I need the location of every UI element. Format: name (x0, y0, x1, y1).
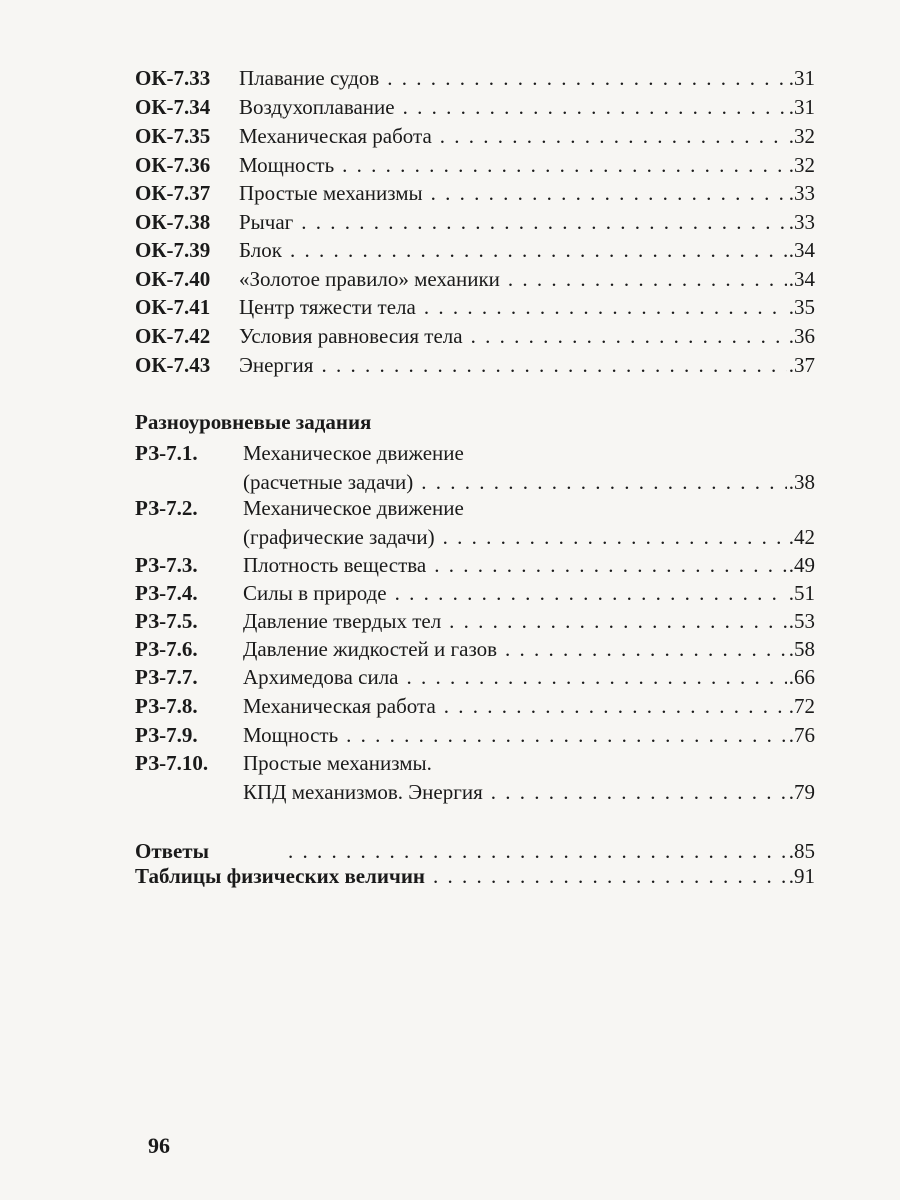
entry-code: ОК-7.42 (135, 324, 211, 348)
toc-entry-ok-7-35 (135, 123, 815, 149)
toc-entry-rz-7-4 (135, 580, 815, 606)
entry-code: ОК-7.36 (135, 153, 211, 177)
entry-page: .36 (788, 324, 815, 348)
toc-entry-rz-7-7 (135, 664, 815, 690)
entry-title-line1: Механическое движение (243, 496, 464, 520)
entry-page: .66 (788, 665, 815, 689)
entry-page: .85 (788, 839, 815, 863)
entry-page: .53 (788, 609, 815, 633)
entry-title: Мощность (243, 723, 339, 747)
entry-code: РЗ-7.3. (135, 553, 198, 577)
entry-title: Плавание судов (239, 66, 380, 90)
leader-dots (434, 552, 787, 578)
toc-entry-ok-7-39 (135, 237, 815, 263)
toc-entry-ok-7-40 (135, 266, 815, 292)
entry-code: РЗ-7.1. (135, 441, 198, 465)
entry-title: Силы в природе (243, 581, 387, 605)
entry-code: ОК-7.37 (135, 181, 211, 205)
leader-dots (444, 693, 787, 719)
leader-dots (508, 266, 787, 292)
entry-code: РЗ-7.10. (135, 751, 209, 775)
entry-title: Рычаг (239, 210, 294, 234)
entry-title: Архимедова сила (243, 665, 399, 689)
entry-page: .32 (788, 153, 815, 177)
entry-code: РЗ-7.4. (135, 581, 198, 605)
leader-dots (288, 838, 787, 864)
entry-code: ОК-7.38 (135, 210, 211, 234)
entry-title: «Золотое правило» механики (239, 267, 500, 291)
entry-code: РЗ-7.9. (135, 723, 198, 747)
page-number: 96 (148, 1133, 170, 1158)
entry-title: Давление жидкостей и газов (243, 637, 498, 661)
toc-entry-ok-7-34 (135, 94, 815, 120)
toc-entry-rz-7-8 (135, 693, 815, 719)
toc-entry-rz-7-10 (135, 750, 815, 805)
leader-dots (403, 94, 787, 120)
leader-dots (491, 779, 787, 805)
leader-dots (395, 580, 787, 606)
entry-code: ОК-7.35 (135, 124, 211, 148)
leader-dots (443, 524, 787, 550)
leader-dots (290, 237, 787, 263)
leader-dots (321, 352, 786, 378)
entry-title: Блок (239, 238, 282, 262)
toc-entry-rz-7-6 (135, 636, 815, 662)
leader-dots (431, 180, 787, 206)
section-heading: Разноуровневые задания (135, 410, 372, 434)
entry-title: Простые механизмы (239, 181, 423, 205)
entry-page: .91 (788, 864, 815, 888)
leader-dots (440, 123, 787, 149)
toc-entry-tables (135, 863, 815, 889)
entry-title: Условия равновесия тела (239, 324, 463, 348)
leader-dots (505, 636, 787, 662)
entry-title-line2: (расчетные задачи) (243, 470, 414, 494)
entry-title-line2: КПД механизмов. Энергия (243, 780, 483, 804)
toc-entry-answers (135, 838, 815, 864)
toc-entry-ok-7-38 (135, 209, 815, 235)
entry-page: .37 (788, 353, 815, 377)
leader-dots (424, 294, 787, 320)
leader-dots (301, 209, 786, 235)
leader-dots (471, 323, 787, 349)
entry-page: .38 (788, 470, 815, 494)
entry-code: ОК-7.34 (135, 95, 211, 119)
entry-page: .33 (788, 210, 815, 234)
entry-title: Механическая работа (239, 124, 432, 148)
toc-entry-ok-7-37 (135, 180, 815, 206)
entry-page: .32 (788, 124, 815, 148)
leader-dots (433, 863, 787, 889)
entry-title: Мощность (239, 153, 335, 177)
entry-title: Центр тяжести тела (239, 295, 416, 319)
toc-entry-rz-7-5 (135, 608, 815, 634)
entry-title: Воздухоплавание (239, 95, 395, 119)
toc-entry-ok-7-43 (135, 352, 815, 378)
entry-page: .31 (788, 95, 815, 119)
entry-title: Ответы (135, 839, 210, 863)
entry-code: ОК-7.43 (135, 353, 211, 377)
entry-code: РЗ-7.5. (135, 609, 198, 633)
entry-page: .58 (788, 637, 815, 661)
entry-page: .31 (788, 66, 815, 90)
leader-dots (407, 664, 787, 690)
leader-dots (346, 722, 787, 748)
entry-code: ОК-7.39 (135, 238, 211, 262)
entry-title: Энергия (239, 353, 314, 377)
entry-code: РЗ-7.8. (135, 694, 198, 718)
entry-page: .42 (788, 525, 815, 549)
toc-entry-rz-7-3 (135, 552, 815, 578)
entry-code: РЗ-7.6. (135, 637, 198, 661)
entry-title-line2: (графические задачи) (243, 525, 435, 549)
entry-page: .49 (788, 553, 815, 577)
entry-page: .76 (788, 723, 815, 747)
leader-dots (342, 152, 787, 178)
entry-page: .51 (788, 581, 815, 605)
leader-dots (421, 469, 786, 495)
entry-title: Давление твердых тел (243, 609, 442, 633)
entry-title: Механическая работа (243, 694, 436, 718)
entry-page: .79 (788, 780, 815, 804)
leader-dots (387, 65, 786, 91)
entry-title-line1: Простые механизмы. (243, 751, 432, 775)
toc-entry-rz-7-1 (135, 440, 815, 495)
toc-entry-rz-7-9 (135, 722, 815, 748)
entry-code: РЗ-7.7. (135, 665, 198, 689)
entry-title: Таблицы физических величин (135, 864, 426, 888)
entry-title-line1: Механическое движение (243, 441, 464, 465)
entry-page: .72 (788, 694, 815, 718)
entry-code: РЗ-7.2. (135, 496, 198, 520)
leader-dots (449, 608, 787, 634)
toc-entry-rz-7-2 (135, 495, 815, 550)
entry-code: ОК-7.40 (135, 267, 211, 291)
toc-entry-ok-7-41 (135, 294, 815, 320)
entry-code: ОК-7.33 (135, 66, 211, 90)
entry-page: .34 (788, 267, 815, 291)
entry-page: .35 (788, 295, 815, 319)
entry-title: Плотность вещества (243, 553, 427, 577)
toc-entry-ok-7-36 (135, 152, 815, 178)
entry-code: ОК-7.41 (135, 295, 211, 319)
toc-entry-ok-7-33 (135, 65, 815, 91)
toc-entry-ok-7-42 (135, 323, 815, 349)
entry-page: .34 (788, 238, 815, 262)
entry-page: .33 (788, 181, 815, 205)
